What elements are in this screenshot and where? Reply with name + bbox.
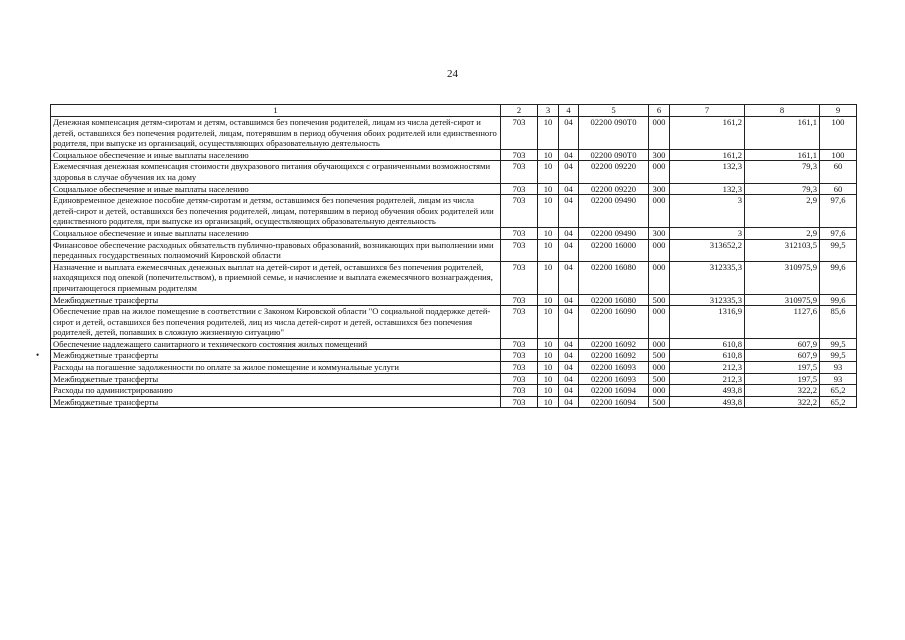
target-article-cell: 02200 09220 [579, 161, 649, 183]
target-article-cell: 02200 16000 [579, 239, 649, 261]
execution-percent-cell: 65,2 [820, 385, 857, 397]
column-header: 8 [745, 105, 820, 117]
expense-type-cell: 300 [649, 183, 670, 195]
grbs-code-cell: 703 [501, 261, 538, 294]
grbs-code-cell: 703 [501, 306, 538, 339]
planned-amount-cell: 161,2 [670, 117, 745, 150]
row-name-cell: Обеспечение прав на жилое помещение в соответствии с Законом Кировской области "О социальной поддержке детей-сирот и детей, оставшихся без попечения родителей, лиц из числа детей-сирот и детей, оставшихся без попечения родителей, детей, попавших в сложную жизненную ситуацию" [51, 306, 501, 339]
table-row [51, 385, 857, 397]
subsection-code-cell: 04 [559, 338, 579, 350]
section-code-cell: 10 [538, 373, 559, 385]
subsection-code-cell: 04 [559, 396, 579, 408]
target-article-cell: 02200 16093 [579, 373, 649, 385]
executed-amount-cell: 197,5 [745, 373, 820, 385]
column-header: 6 [649, 105, 670, 117]
execution-percent-cell: 97,6 [820, 195, 857, 228]
grbs-code-cell: 703 [501, 117, 538, 150]
column-header: 4 [559, 105, 579, 117]
subsection-code-cell: 04 [559, 261, 579, 294]
executed-amount-cell: 607,9 [745, 350, 820, 362]
row-name-cell: Денежная компенсация детям-сиротам и детям, оставшимся без попечения родителей, лицам из числа детей-сирот и детей, оставшихся без попечения родителей, лицам, потерявшим в период обучения обоих родителей или единственного родителя, при выпуске из организаций, осуществляющих образовательную деятельность [51, 117, 501, 150]
grbs-code-cell: 703 [501, 195, 538, 228]
table-header-row [51, 105, 857, 117]
row-name-cell: Расходы по администрированию [51, 385, 501, 397]
grbs-code-cell: 703 [501, 373, 538, 385]
table-row [51, 350, 857, 362]
planned-amount-cell: 313652,2 [670, 239, 745, 261]
execution-percent-cell: 60 [820, 161, 857, 183]
table-row [51, 261, 857, 294]
row-name-cell: Межбюджетные трансферты [51, 396, 501, 408]
subsection-code-cell: 04 [559, 373, 579, 385]
table-body [51, 117, 857, 408]
section-code-cell: 10 [538, 183, 559, 195]
subsection-code-cell: 04 [559, 239, 579, 261]
margin-mark: • [36, 350, 40, 360]
row-name-cell: Обеспечение надлежащего санитарного и технического состояния жилых помещений [51, 338, 501, 350]
target-article-cell: 02200 09220 [579, 183, 649, 195]
table-row [51, 239, 857, 261]
execution-percent-cell: 99,5 [820, 350, 857, 362]
execution-percent-cell: 97,6 [820, 227, 857, 239]
expense-type-cell: 500 [649, 373, 670, 385]
section-code-cell: 10 [538, 350, 559, 362]
execution-percent-cell: 99,5 [820, 239, 857, 261]
expense-type-cell: 300 [649, 227, 670, 239]
expense-type-cell: 000 [649, 261, 670, 294]
grbs-code-cell: 703 [501, 396, 538, 408]
executed-amount-cell: 322,2 [745, 396, 820, 408]
expense-type-cell: 500 [649, 350, 670, 362]
section-code-cell: 10 [538, 239, 559, 261]
column-header: 1 [51, 105, 501, 117]
target-article-cell: 02200 16090 [579, 306, 649, 339]
executed-amount-cell: 161,1 [745, 149, 820, 161]
expense-type-cell: 500 [649, 294, 670, 306]
planned-amount-cell: 3 [670, 227, 745, 239]
planned-amount-cell: 132,3 [670, 161, 745, 183]
executed-amount-cell: 79,3 [745, 161, 820, 183]
section-code-cell: 10 [538, 195, 559, 228]
column-header: 5 [579, 105, 649, 117]
subsection-code-cell: 04 [559, 306, 579, 339]
executed-amount-cell: 79,3 [745, 183, 820, 195]
planned-amount-cell: 1316,9 [670, 306, 745, 339]
section-code-cell: 10 [538, 396, 559, 408]
budget-table [50, 104, 857, 408]
planned-amount-cell: 161,2 [670, 149, 745, 161]
expense-type-cell: 000 [649, 385, 670, 397]
row-name-cell: Расходы на погашение задолженности по оплате за жилое помещение и коммунальные услуги [51, 362, 501, 374]
target-article-cell: 02200 16092 [579, 338, 649, 350]
grbs-code-cell: 703 [501, 338, 538, 350]
row-name-cell: Социальное обеспечение и иные выплаты населению [51, 227, 501, 239]
table-row [51, 149, 857, 161]
table-row [51, 195, 857, 228]
expense-type-cell: 000 [649, 161, 670, 183]
row-name-cell: Финансовое обеспечение расходных обязательств публично-правовых образований, возникающих при выполнении ими переданных государственных полномочий Кировской области [51, 239, 501, 261]
execution-percent-cell: 99,5 [820, 338, 857, 350]
subsection-code-cell: 04 [559, 195, 579, 228]
table-row [51, 117, 857, 150]
target-article-cell: 02200 09490 [579, 195, 649, 228]
column-header: 7 [670, 105, 745, 117]
section-code-cell: 10 [538, 149, 559, 161]
planned-amount-cell: 212,3 [670, 373, 745, 385]
table-row [51, 183, 857, 195]
expense-type-cell: 000 [649, 117, 670, 150]
table-row [51, 338, 857, 350]
section-code-cell: 10 [538, 161, 559, 183]
table-row [51, 294, 857, 306]
expense-type-cell: 000 [649, 338, 670, 350]
executed-amount-cell: 2,9 [745, 227, 820, 239]
executed-amount-cell: 310975,9 [745, 294, 820, 306]
section-code-cell: 10 [538, 362, 559, 374]
execution-percent-cell: 93 [820, 373, 857, 385]
planned-amount-cell: 312335,3 [670, 294, 745, 306]
row-name-cell: Межбюджетные трансферты [51, 294, 501, 306]
subsection-code-cell: 04 [559, 149, 579, 161]
grbs-code-cell: 703 [501, 161, 538, 183]
target-article-cell: 02200 16093 [579, 362, 649, 374]
row-name-cell: Социальное обеспечение и иные выплаты населению [51, 183, 501, 195]
target-article-cell: 02200 09490 [579, 227, 649, 239]
grbs-code-cell: 703 [501, 362, 538, 374]
executed-amount-cell: 322,2 [745, 385, 820, 397]
execution-percent-cell: 100 [820, 149, 857, 161]
planned-amount-cell: 132,3 [670, 183, 745, 195]
executed-amount-cell: 197,5 [745, 362, 820, 374]
execution-percent-cell: 60 [820, 183, 857, 195]
execution-percent-cell: 85,6 [820, 306, 857, 339]
section-code-cell: 10 [538, 117, 559, 150]
target-article-cell: 02200 16092 [579, 350, 649, 362]
table-row [51, 306, 857, 339]
planned-amount-cell: 493,8 [670, 396, 745, 408]
row-name-cell: Единовременное денежное пособие детям-сиротам и детям, оставшимся без попечения родителей, лицам из числа детей-сирот и детей, оставшихся без попечения родителей, лицам, потерявшим в период обучения обоих родителей или единственного родителя, при выпуске из организаций, осуществляющих образовательную деятельность [51, 195, 501, 228]
planned-amount-cell: 493,8 [670, 385, 745, 397]
subsection-code-cell: 04 [559, 161, 579, 183]
page-number: 24 [447, 68, 458, 80]
grbs-code-cell: 703 [501, 227, 538, 239]
row-name-cell: Назначение и выплата ежемесячных денежных выплат на детей-сирот и детей, оставшихся без попечения родителей, находящихся под опекой (попечительством), в приемной семье, и начисление и выплата ежемесячного вознаграждения, причитающегося приемным родителям [51, 261, 501, 294]
column-header: 2 [501, 105, 538, 117]
execution-percent-cell: 99,6 [820, 294, 857, 306]
executed-amount-cell: 2,9 [745, 195, 820, 228]
subsection-code-cell: 04 [559, 294, 579, 306]
section-code-cell: 10 [538, 306, 559, 339]
table-row [51, 227, 857, 239]
expense-type-cell: 000 [649, 306, 670, 339]
grbs-code-cell: 703 [501, 385, 538, 397]
executed-amount-cell: 310975,9 [745, 261, 820, 294]
table-row [51, 396, 857, 408]
section-code-cell: 10 [538, 385, 559, 397]
planned-amount-cell: 312335,3 [670, 261, 745, 294]
subsection-code-cell: 04 [559, 117, 579, 150]
expense-type-cell: 000 [649, 362, 670, 374]
table-row [51, 161, 857, 183]
grbs-code-cell: 703 [501, 239, 538, 261]
executed-amount-cell: 1127,6 [745, 306, 820, 339]
subsection-code-cell: 04 [559, 362, 579, 374]
execution-percent-cell: 93 [820, 362, 857, 374]
row-name-cell: Межбюджетные трансферты [51, 350, 501, 362]
target-article-cell: 02200 090Т0 [579, 149, 649, 161]
expense-type-cell: 000 [649, 239, 670, 261]
grbs-code-cell: 703 [501, 183, 538, 195]
table-row [51, 373, 857, 385]
section-code-cell: 10 [538, 227, 559, 239]
target-article-cell: 02200 16080 [579, 294, 649, 306]
expense-type-cell: 000 [649, 195, 670, 228]
section-code-cell: 10 [538, 338, 559, 350]
section-code-cell: 10 [538, 294, 559, 306]
target-article-cell: 02200 090Т0 [579, 117, 649, 150]
table-row [51, 362, 857, 374]
target-article-cell: 02200 16094 [579, 385, 649, 397]
execution-percent-cell: 99,6 [820, 261, 857, 294]
grbs-code-cell: 703 [501, 294, 538, 306]
expense-type-cell: 500 [649, 396, 670, 408]
grbs-code-cell: 703 [501, 149, 538, 161]
planned-amount-cell: 212,3 [670, 362, 745, 374]
subsection-code-cell: 04 [559, 183, 579, 195]
row-name-cell: Социальное обеспечение и иные выплаты населению [51, 149, 501, 161]
subsection-code-cell: 04 [559, 385, 579, 397]
executed-amount-cell: 607,9 [745, 338, 820, 350]
planned-amount-cell: 610,8 [670, 350, 745, 362]
planned-amount-cell: 3 [670, 195, 745, 228]
target-article-cell: 02200 16094 [579, 396, 649, 408]
subsection-code-cell: 04 [559, 350, 579, 362]
executed-amount-cell: 161,1 [745, 117, 820, 150]
execution-percent-cell: 65,2 [820, 396, 857, 408]
expense-type-cell: 300 [649, 149, 670, 161]
planned-amount-cell: 610,8 [670, 338, 745, 350]
column-header: 3 [538, 105, 559, 117]
execution-percent-cell: 100 [820, 117, 857, 150]
target-article-cell: 02200 16080 [579, 261, 649, 294]
section-code-cell: 10 [538, 261, 559, 294]
row-name-cell: Ежемесячная денежная компенсация стоимости двухразового питания обучающихся с ограниченными возможностями здоровья в случае обучения их на дому [51, 161, 501, 183]
executed-amount-cell: 312103,5 [745, 239, 820, 261]
subsection-code-cell: 04 [559, 227, 579, 239]
grbs-code-cell: 703 [501, 350, 538, 362]
column-header: 9 [820, 105, 857, 117]
row-name-cell: Межбюджетные трансферты [51, 373, 501, 385]
